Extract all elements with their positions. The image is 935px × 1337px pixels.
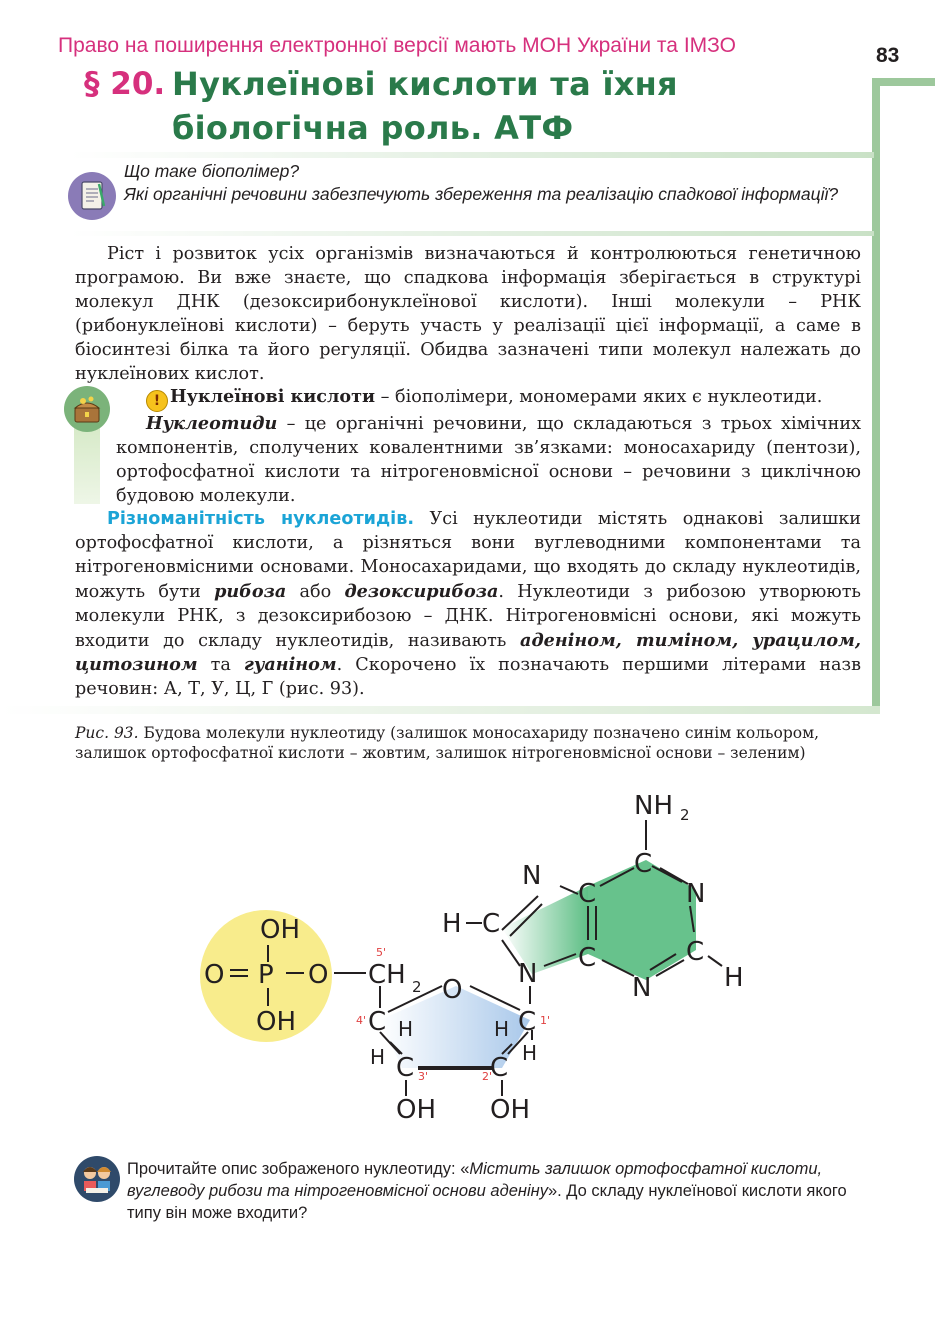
atom-h-c1: H: [494, 1017, 510, 1041]
atom-h-c8: H: [442, 909, 462, 939]
page-title: Нуклеїнові кислоти та їхня біологічна роль. АТФ: [172, 65, 678, 147]
atom-o-ring: O: [442, 975, 463, 1005]
task-text: [127, 1158, 867, 1224]
atom-n9: N: [518, 959, 538, 989]
diversity-paragraph: [75, 508, 861, 702]
atom-ch2-sub: 2: [412, 978, 422, 996]
label-3prime: 3': [418, 1070, 429, 1083]
label-1prime: 1': [540, 1014, 551, 1027]
rights-notice: Право на поширення електронної версії мають МОН України та ІМЗО: [58, 34, 736, 57]
atom-o-left: O: [204, 960, 225, 990]
treasure-chest-icon: [64, 386, 110, 432]
definition-nucleotides: [116, 412, 861, 509]
definition-2-text: – це органічні речовини, що складаються з трьох хімічних компонентів, сполучених ковалентними зв’язками: моносахариду (пентози), ортофосфатної кислоти та нітрогеновмісної основи – речовини з циклічною будовою молекули.: [116, 414, 861, 506]
term-ribose: рибоза: [214, 580, 287, 602]
task-quote: Містить залишок ортофосфатної кислоти, вуглеводу рибози та нітрогеновмісної основи аденіну: [127, 1160, 823, 1200]
frame-side: [872, 78, 880, 710]
task-part-b: ». До складу нуклеїнової кислоти якого типу він може входити?: [127, 1182, 847, 1222]
atom-n1: N: [686, 879, 706, 909]
atom-c6: C: [634, 849, 653, 879]
section-separator: [0, 706, 880, 714]
atom-c3: C: [396, 1053, 415, 1083]
atom-nh2-sub: 2: [680, 806, 690, 824]
term-nucleotides: Нуклеотиди: [146, 413, 278, 434]
term-bases: аденіном, тиміном, урацилом, цитозином: [75, 629, 861, 676]
label-4prime: 4': [356, 1014, 367, 1027]
text-span: . Нуклеотиди з рибозою утворюють молекули РНК, з дезоксирибозою – ДНК. Нітрогеновмісні основи, які можуть входити до складу нуклеотидів, називають: [75, 581, 862, 651]
label-2prime: 2': [482, 1070, 493, 1083]
atom-nh2: NH: [634, 791, 673, 821]
atom-oh-c3: OH: [396, 1095, 437, 1125]
atom-ch2: CH: [368, 960, 406, 990]
atom-c2: C: [490, 1053, 509, 1083]
nucleotide-diagram: [190, 790, 790, 1130]
question-2: Які органічні речовини забезпечують збереження та реалізацію спадкової інформації?: [124, 184, 839, 204]
question-1: Що таке біополімер?: [124, 161, 300, 181]
term-guanine: гуаніном: [243, 654, 337, 676]
text-span: та: [197, 655, 244, 676]
atom-c1: C: [518, 1007, 537, 1037]
atom-c2-base: C: [686, 937, 705, 967]
text-span: . Скорочено їх позначають першими літерами назв речовин: А, Т, У, Ц, Г (рис. 93).: [75, 655, 861, 700]
questions-band-bottom: [70, 231, 874, 236]
atom-n7: N: [522, 861, 542, 891]
atom-h-c4: H: [398, 1017, 414, 1041]
atom-h-c2-base: H: [724, 963, 744, 993]
atom-c4-base: C: [578, 943, 597, 973]
atom-h-c2: H: [522, 1041, 538, 1065]
intro-paragraph: Ріст і розвиток усіх організмів визначаються й контролюються генетичною програмою. Ви вже знаєте, що спадкова інформація зберігається в структурі молекул ДНК (дезоксирибонуклеїнової кислоти). Інші молекули – РНК (рибонуклеїнові кислоти) – беруть участь у реалізації цієї інформації, а саме в біосинтезі білка та його регуляції. Обидва зазначені типи молекул належать до нуклеїнових кислот.: [75, 244, 861, 384]
exclamation-icon: !: [146, 390, 168, 412]
atom-c8: C: [482, 909, 501, 939]
page-number: 83: [876, 44, 900, 67]
intro-questions: [124, 160, 854, 206]
atom-c5: C: [578, 879, 597, 909]
notebook-icon: [68, 172, 116, 220]
atom-oh-c2: OH: [490, 1095, 531, 1125]
figure-caption: [75, 724, 861, 763]
task-part-a: Прочитайте опис зображеного нуклеотиду: «: [127, 1160, 470, 1178]
definitions-block: [116, 385, 861, 509]
caption-label: Рис. 93.: [75, 724, 139, 742]
label-5prime: 5': [376, 946, 387, 959]
term-deoxyribose: дезоксирибоза: [344, 580, 499, 602]
students-icon: [74, 1156, 120, 1202]
atom-oh-bottom: OH: [256, 1007, 297, 1037]
subheading-diversity: Різноманітність нуклеотидів.: [107, 509, 415, 529]
frame-top: [874, 78, 935, 86]
text-span: Усі нуклеотиди містять однакові залишки ортофосфатної кислоти, а різняться вони вуглеводними компонентами та нітрогеновмісними основами. Моносахаридами, що входять до складу нуклеотидів, можуть бути: [75, 509, 861, 602]
definition-1-text: – біополімери, мономерами яких є нуклеотиди.: [375, 387, 823, 407]
atom-n3: N: [632, 973, 652, 1003]
definition-nucleic-acids: [116, 385, 861, 412]
atom-oh-top: OH: [260, 915, 301, 945]
atom-p: P: [258, 960, 274, 990]
atom-c4: C: [368, 1007, 387, 1037]
caption-text: Будова молекули нуклеотиду (залишок моносахариду позначено синім кольором, залишок ортофосфатної кислоти – жовтим, залишок нітрогеновмісної основи – зеленим): [75, 724, 820, 762]
term-nucleic-acids: Нуклеїнові кислоти: [170, 386, 376, 407]
atom-o-right: O: [308, 960, 329, 990]
atom-h-c3: H: [370, 1045, 386, 1069]
paragraph-number: § 20.: [84, 66, 166, 102]
text-span: або: [286, 581, 345, 602]
questions-band-top: [70, 152, 874, 158]
